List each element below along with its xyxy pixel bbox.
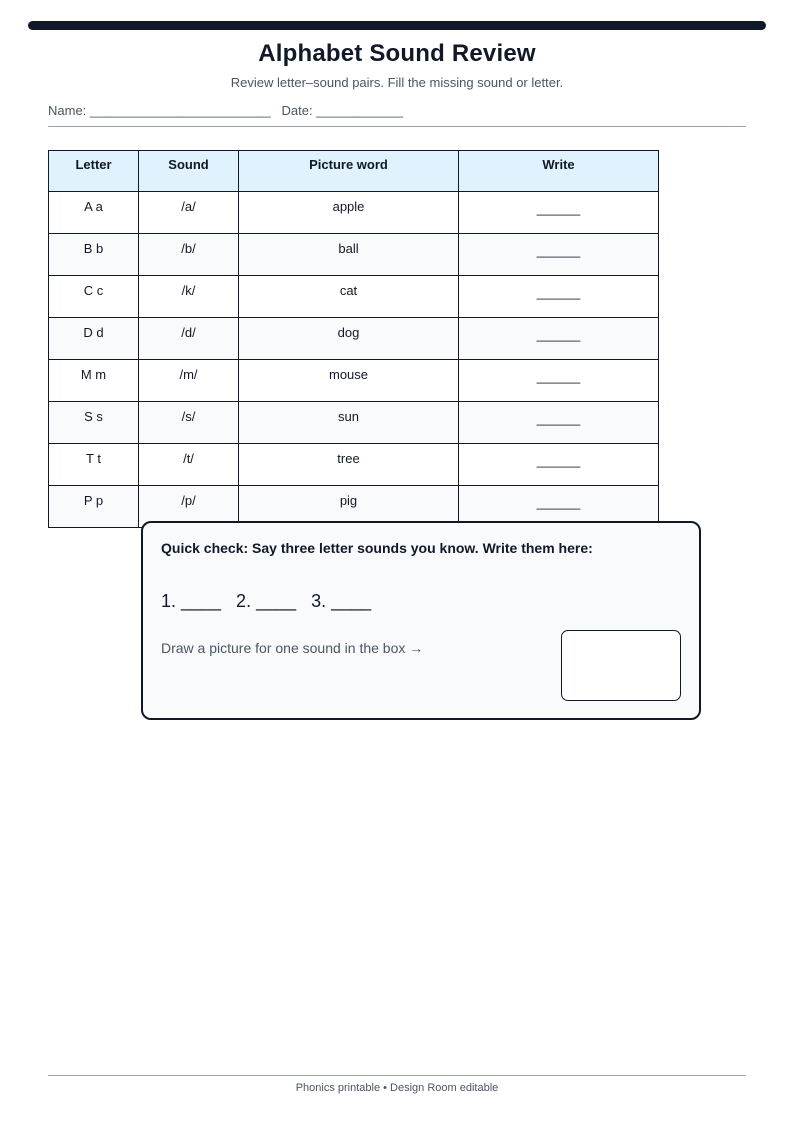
date-label: Date: [281,103,313,118]
sound-cell: /b/ [139,234,239,276]
write-blank[interactable]: ______ [536,285,581,300]
name-label: Name: [48,103,87,118]
table-header-row [49,151,659,192]
letter-cell: B b [49,234,139,276]
table-row [49,444,659,486]
letter-cell: D d [49,318,139,360]
write-cell[interactable] [459,276,659,318]
table-row [49,276,659,318]
write-cell[interactable] [459,234,659,276]
picture-word-cell: cat [239,276,459,318]
picture-word-cell: ball [239,234,459,276]
column-header-write: Write [459,151,659,192]
drawing-box[interactable] [561,630,681,701]
table-row [49,234,659,276]
sound-cell: /d/ [139,318,239,360]
column-header-picture-word: Picture word [239,151,459,192]
table-row [49,360,659,402]
write-cell[interactable] [459,444,659,486]
write-blank[interactable]: ______ [536,243,581,258]
write-cell[interactable] [459,402,659,444]
picture-word-cell: apple [239,192,459,234]
quick-check-blanks[interactable]: 1. ____ 2. ____ 3. ____ [161,591,372,611]
sound-cell: /t/ [139,444,239,486]
letter-cell: C c [49,276,139,318]
column-header-sound: Sound [139,151,239,192]
write-cell[interactable] [459,192,659,234]
picture-word-cell: sun [239,402,459,444]
write-cell[interactable] [459,318,659,360]
letter-cell: A a [49,192,139,234]
table-row [49,318,659,360]
footer-divider [48,1075,746,1076]
write-blank[interactable]: ______ [536,411,581,426]
table-row [49,402,659,444]
name-date-row [48,103,403,118]
letter-sound-table [48,150,659,528]
draw-instruction: Draw a picture for one sound in the box → [161,640,424,656]
footer-text: Phonics printable • Design Room editable [295,1082,499,1094]
date-field[interactable]: ____________ [316,103,403,118]
letter-cell: T t [49,444,139,486]
top-accent-bar [28,21,766,30]
sound-cell: /p/ [139,486,239,528]
picture-word-cell: mouse [239,360,459,402]
sound-cell: /s/ [139,402,239,444]
page-title: Alphabet Sound Review [258,40,536,67]
table-row [49,192,659,234]
quick-check-card [141,521,701,720]
write-blank[interactable]: ______ [536,201,581,216]
write-blank[interactable]: ______ [536,453,581,468]
picture-word-cell: tree [239,444,459,486]
write-blank[interactable]: ______ [536,327,581,342]
letter-cell: P p [49,486,139,528]
letter-cell: S s [49,402,139,444]
write-blank[interactable]: ______ [536,369,581,384]
name-field[interactable]: _________________________ [89,103,271,118]
picture-word-cell: dog [239,318,459,360]
sound-cell: /m/ [139,360,239,402]
picture-word-cell: pig [239,486,459,528]
header-divider [48,126,746,127]
sound-cell: /a/ [139,192,239,234]
page-subtitle: Review letter–sound pairs. Fill the missing sound or letter. [230,75,564,90]
letter-cell: M m [49,360,139,402]
write-cell[interactable] [459,360,659,402]
quick-check-title: Quick check: Say three letter sounds you know. Write them here: [161,540,593,556]
sound-cell: /k/ [139,276,239,318]
write-blank[interactable]: ______ [536,495,581,510]
column-header-letter: Letter [49,151,139,192]
